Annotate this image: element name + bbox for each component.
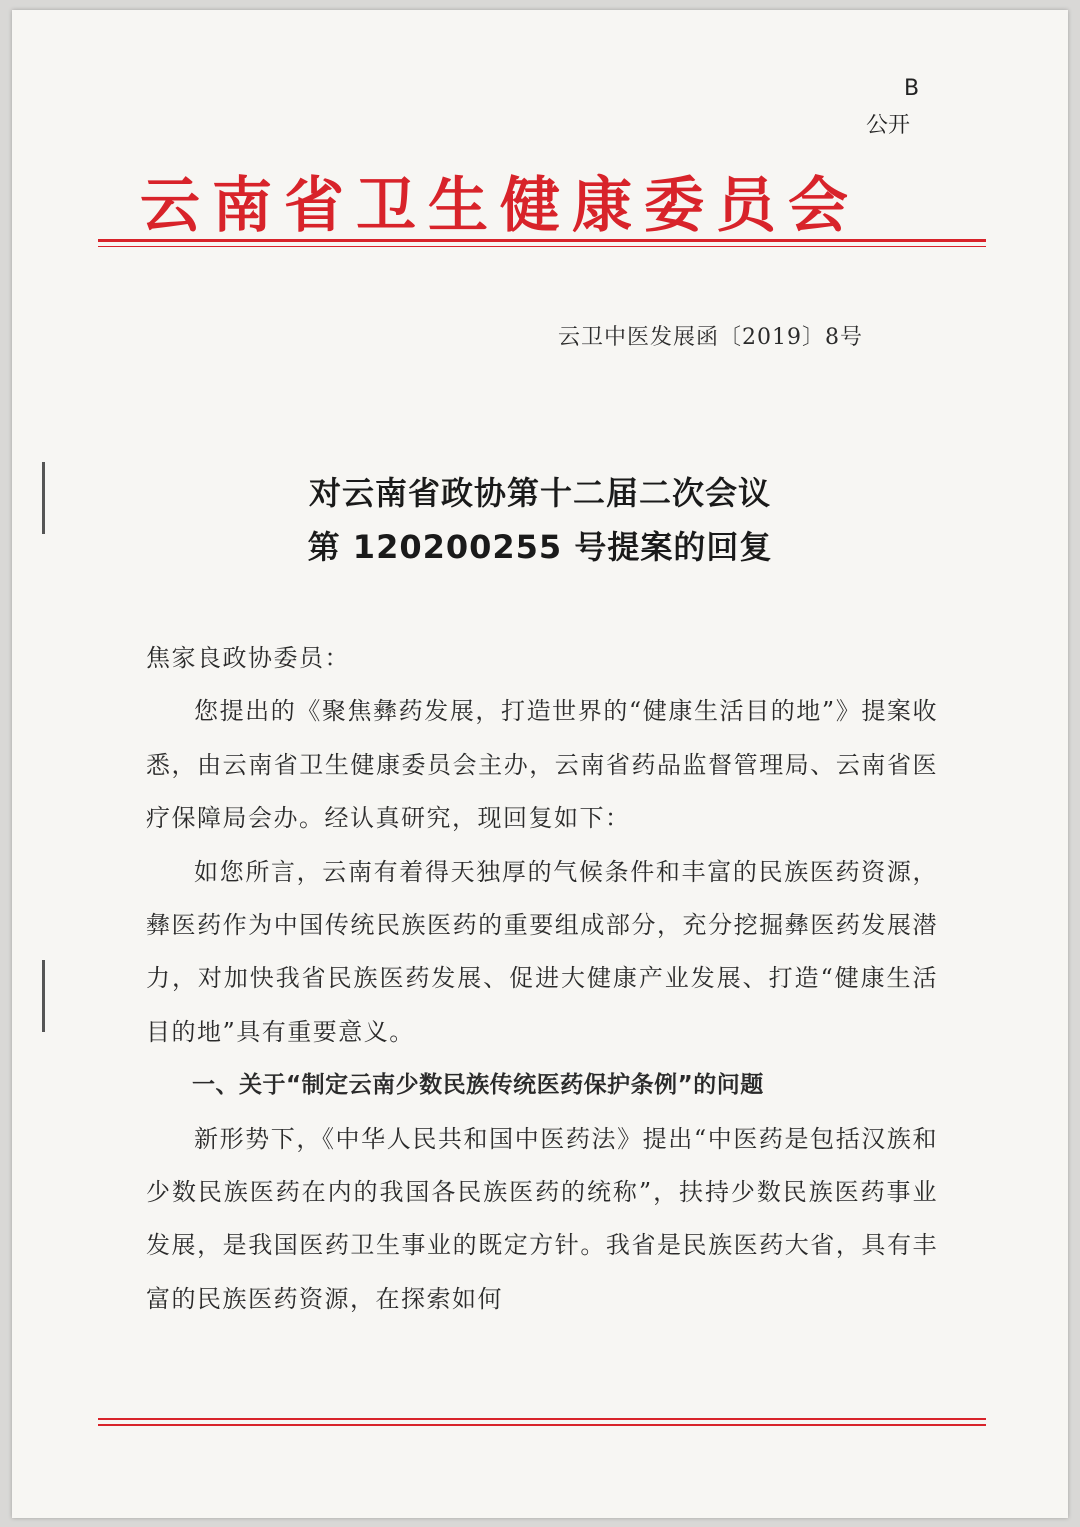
paragraph: 您提出的《聚焦彝药发展，打造世界的“健康生活目的地”》提案收悉，由云南省卫生健康委员会主办，云南省药品监督管理局、云南省医疗保障局会办。经认真研究，现回复如下：: [146, 697, 938, 833]
document-body: [146, 632, 938, 1326]
paragraph: 如您所言，云南有着得天独厚的气候条件和丰富的民族医药资源，彝医药作为中国传统民族医药的重要组成部分，充分挖掘彝医药发展潜力，对加快我省民族医药发展、促进大健康产业发展、打造“健康生活目的地”具有重要意义。: [146, 857, 938, 1046]
letterhead-rule: [98, 239, 986, 242]
document-reference-number: 云卫中医发展函〔2019〕8号: [558, 325, 863, 350]
footer-rule: [98, 1418, 986, 1420]
document-page: [12, 10, 1068, 1518]
paragraph: 新形势下，《中华人民共和国中医药法》提出“中医药是包括汉族和少数民族医药在内的我国各民族医药的统称”，扶持少数民族医药事业发展，是我国医药卫生事业的既定方针。我省是民族医药大省，具有丰富的民族医药资源，在探索如何: [146, 1124, 938, 1313]
binding-hole-mark: [42, 462, 45, 534]
section-heading: 一、关于“制定云南少数民族传统医药保护条例”的问题: [192, 1072, 764, 1099]
classification-mark: B: [904, 76, 920, 101]
document-title-line1: 对云南省政协第十二届二次会议: [308, 474, 771, 512]
salutation: 焦家良政协委员：: [146, 644, 350, 672]
disclosure-mark: 公开: [866, 113, 911, 138]
letterhead-rule-thin: [98, 246, 986, 247]
binding-hole-mark: [42, 960, 45, 1032]
footer-rule-second: [98, 1424, 986, 1426]
document-title-line2: 第 120200255 号提案的回复: [307, 528, 773, 566]
letterhead-title: 云南省卫生健康委员会: [140, 171, 860, 241]
